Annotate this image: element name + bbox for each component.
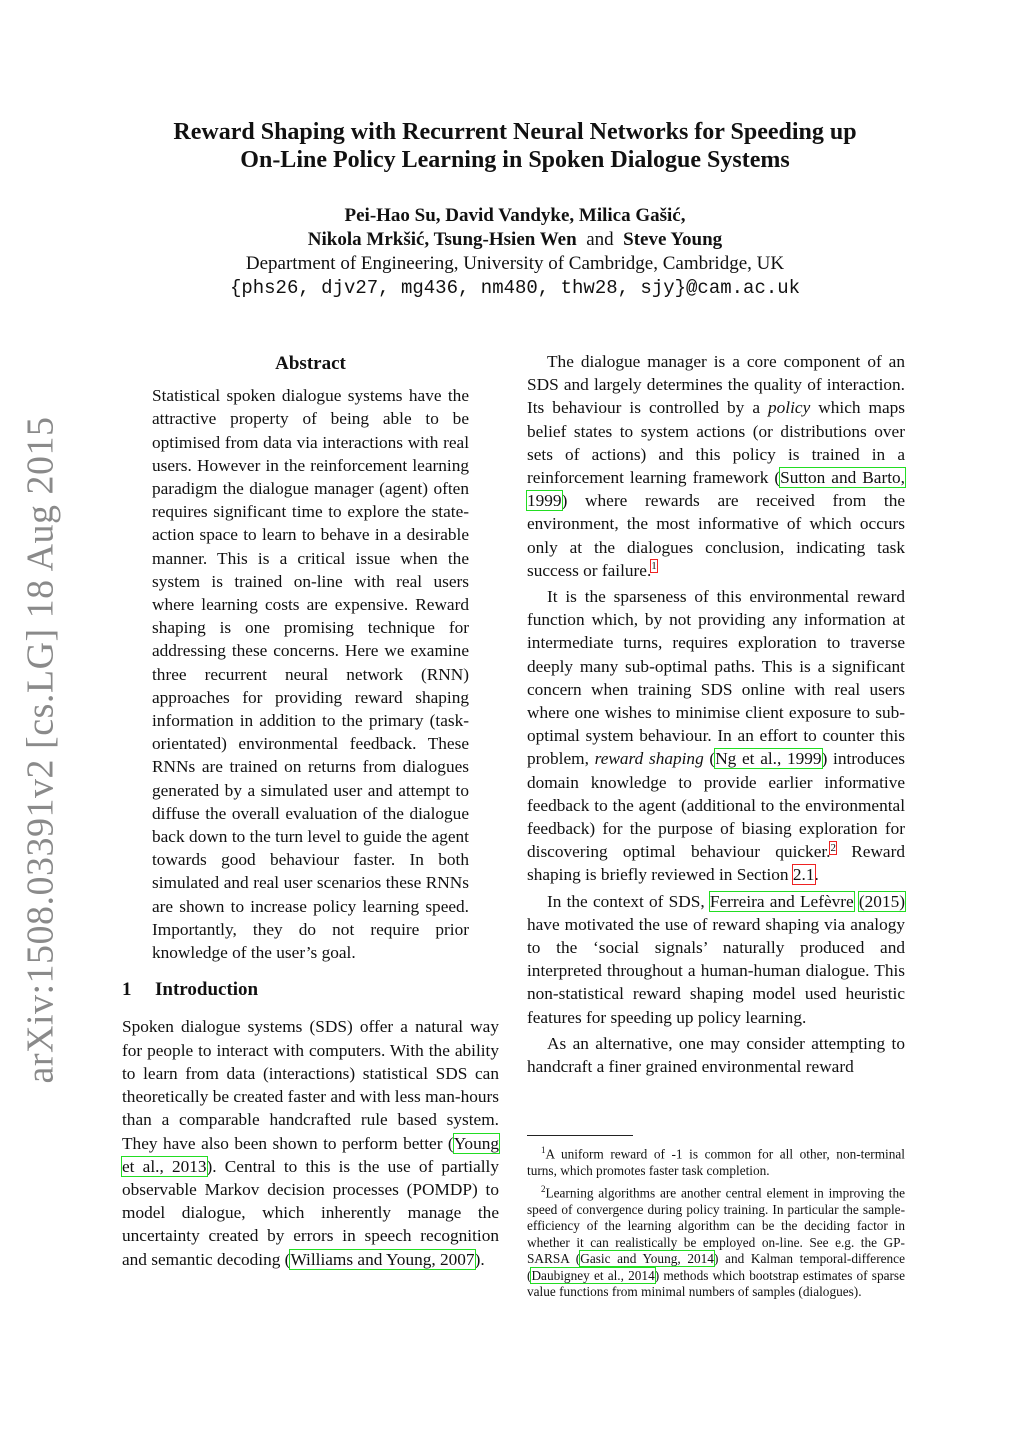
- abstract-heading: Abstract: [275, 353, 346, 374]
- footnote-1: $^1$A uniform reward of -1 is common for all other, non-terminal turns, which promotes faster task completion.: [527, 1145, 905, 1178]
- citation-link[interactable]: Williams and Young, 2007: [290, 1249, 475, 1269]
- footnote-rule: [527, 1135, 633, 1136]
- footnote-ref-1[interactable]: 1: [651, 560, 657, 573]
- right-paragraph-3: In the context of SDS, Ferreira and Lefèvre (2015) have motivated the use of reward shaping via analogy to the ‘social signals’ naturally produced and interpreted throughout a human-human dialogue. This non-statistical reward shaping model used heuristic features for speeding up policy learning.: [527, 891, 905, 1027]
- citation-link[interactable]: Gasic and Young, 2014: [580, 1251, 714, 1267]
- footnote-2: $^2$Learning algorithms are another central element in improving the speed of convergence during policy training. In particular the sample-efficiency of the learning algorithm can be the deciding factor in whether it can realistically be employed on-line. See e.g. the GP-SARSA (Gasic and Young, 2014) and Kalman temporal-difference (Daubigney et al., 2014) methods which bootstrap estimates of sparse value functions from minimal numbers of samples (dialogues).: [527, 1184, 906, 1300]
- author-emails: {phs26, djv27, mg436, nm480, thw28, sjy}@cam.ac.uk: [229, 277, 801, 299]
- title-line-1: Reward Shaping with Recurrent Neural Networks for Speeding up: [173, 119, 857, 145]
- citation-link[interactable]: Daubigney et al., 2014: [531, 1267, 655, 1283]
- intro-paragraph-1: Spoken dialogue systems (SDS) offer a natural way for people to interact with computers. With the ability to learn from data (interactions) statistical SDS can theoretically be created faster and with less man-hours than a comparable handcrafted rule based system. They have also been shown to perform better (Young et al., 2013). Central to this is the use of partially observable Markov decision processes (POMDP) to model dialogue, which inherently manage the uncertainty created by errors in speech recognition and semantic decoding (Williams and Young, 2007).: [122, 1017, 499, 1269]
- authors-line-2b: Steve Young: [623, 229, 723, 250]
- citation-link[interactable]: Sutton and Barto, 1999: [527, 468, 905, 511]
- arxiv-sidebar: [6, 416, 76, 1084]
- section-number: 1: [122, 979, 132, 1001]
- authors-and: and: [586, 229, 614, 250]
- citation-link[interactable]: (2015): [858, 891, 905, 911]
- left-column: [122, 350, 499, 1271]
- right-paragraph-1: The dialogue manager is a core component of an SDS and largely determines the quality of interaction. Its behaviour is controlled by a policy which maps belief states to system actions (or distributions over sets of actions) and this policy is trained in a reinforcement learning framework (Sutton and Barto, 1999) where rewards are received from the environment, the most informative of which occurs only at the dialogues conclusion, indicating task success or failure.$^1$: [527, 352, 905, 580]
- affiliation: Department of Engineering, University of Cambridge, Cambridge, UK: [245, 253, 785, 274]
- authors-line-2a: Nikola Mrkšić, Tsung-Hsien Wen: [307, 229, 577, 250]
- arxiv-identifier: arXiv:1508.03391v2 [cs.LG] 18 Aug 2015: [20, 416, 63, 1084]
- citation-link[interactable]: Ferreira and Lefèvre: [709, 891, 854, 911]
- authors-line-1: Pei-Hao Su, David Vandyke, Milica Gašić,: [344, 205, 686, 226]
- paper-title: [100, 118, 930, 174]
- section-title: Introduction: [155, 979, 259, 1001]
- right-paragraph-2: It is the sparseness of this environmental reward function which, by not providing any information at intermediate turns, requires exploration to traverse deeply many sub-optimal paths. This is a significant concern when training SDS online with real users where one wishes to minimise client exposure to sub-optimal system behaviour. In an effort to counter this problem, reward shaping (Ng et al., 1999) introduces domain knowledge to provide earlier informative feedback to the agent (additional to the environmental feedback) for the purpose of biasing exploration for discovering optimal behaviour quicker.$^2$ Reward shaping is briefly reviewed in Section 2.1.: [527, 587, 906, 885]
- intro-heading: [122, 978, 499, 1001]
- abstract-text: Statistical spoken dialogue systems have the attractive property of being able to be optimised from data via interactions with real users. However in the reinforcement learning paradigm the dialogue manager (agent) often requires significant time to explore the state-action space to learn to behave in a desirable manner. This is a critical issue when the system is trained on-line with real users where learning costs are expensive. Reward shaping is one promising technique for addressing these concerns. Here we examine three recurrent neural network (RNN) approaches for providing reward shaping information in addition to the primary (task-orientated) environmental feedback. These RNNs are trained on returns from dialogues generated by a simulated user and attempt to diffuse the overall evaluation of the dialogue back down to the turn level to guide the agent towards good behaviour faster. In both simulated and real user scenarios these RNNs are shown to increase policy learning speed. Importantly, they do not require prior knowledge of the user’s goal.: [152, 386, 469, 963]
- citation-link[interactable]: Ng et al., 1999: [715, 749, 822, 769]
- footnote-ref-2[interactable]: 2: [830, 841, 836, 854]
- citation-link[interactable]: Young et al., 2013: [122, 1133, 499, 1176]
- section-ref-link[interactable]: 2.1: [792, 865, 815, 885]
- title-line-2: On-Line Policy Learning in Spoken Dialogue Systems: [240, 147, 790, 173]
- right-column: [527, 350, 905, 1078]
- footnotes: [527, 1135, 905, 1303]
- right-paragraph-4: As an alternative, one may consider attempting to handcraft a finer grained environmental reward: [527, 1033, 905, 1077]
- author-block: [100, 204, 930, 300]
